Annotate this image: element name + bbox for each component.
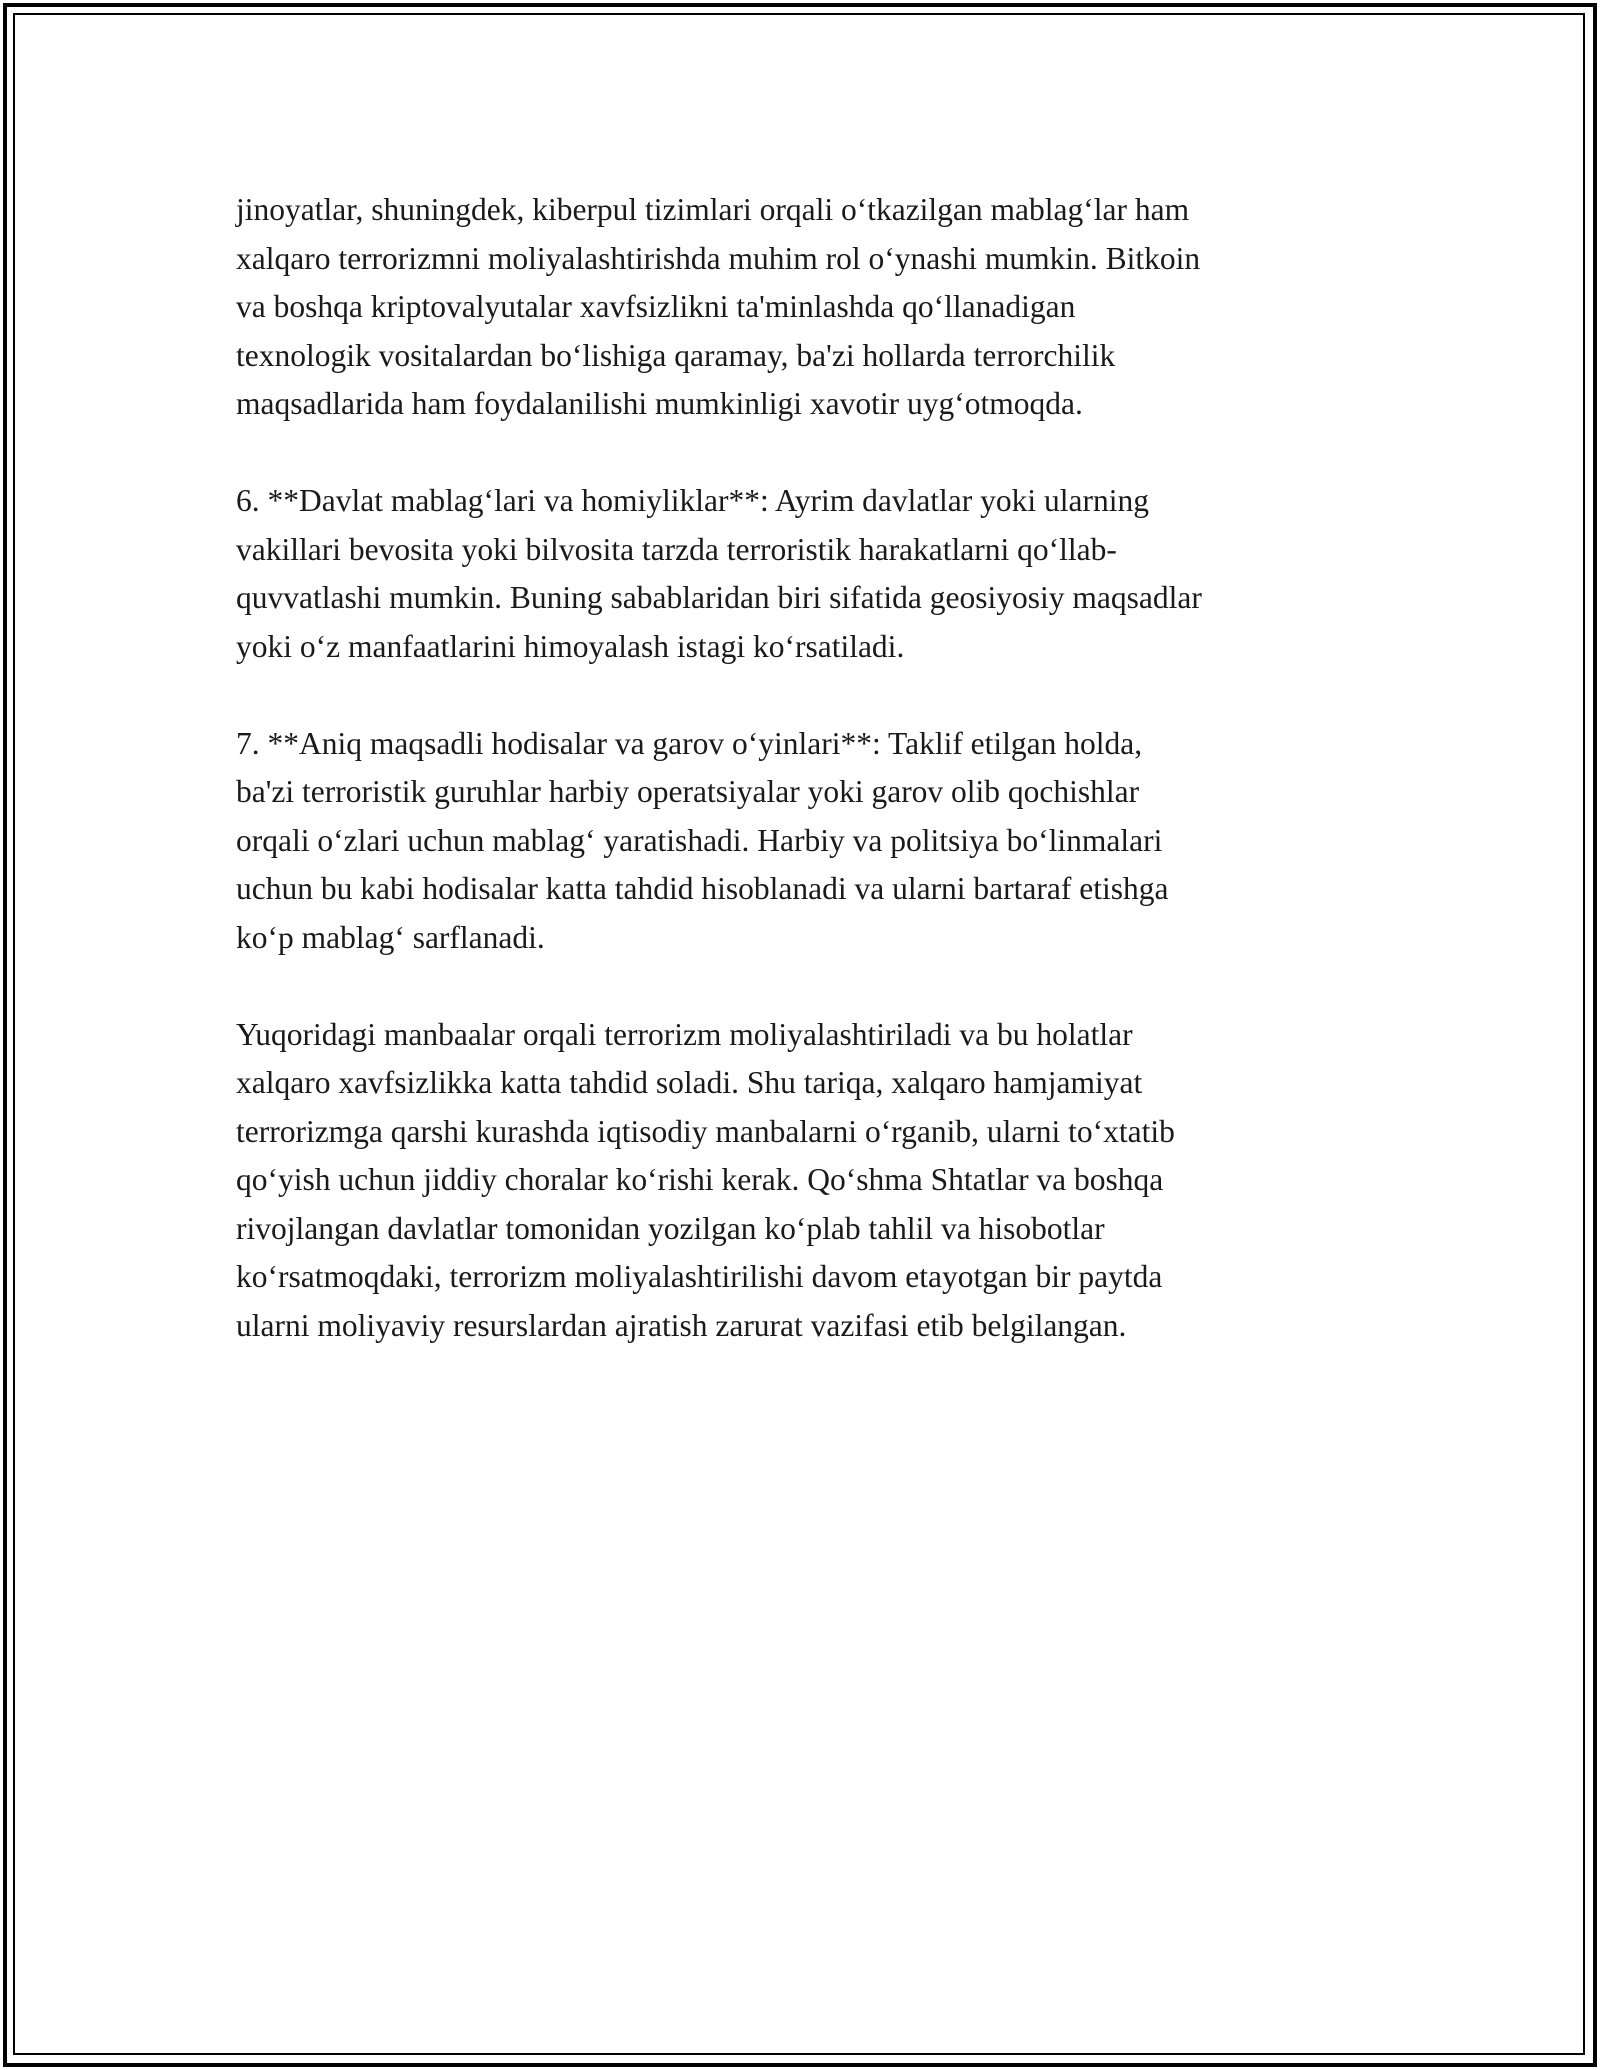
paragraph-4	[236, 1011, 1386, 1351]
paragraph-3	[236, 720, 1386, 963]
text-line: orqali o‘zlari uchun mablag‘ yaratishadi. Harbiy va politsiya bo‘linmalari	[236, 822, 1163, 858]
text-line: xalqaro terrorizmni moliyalashtirishda muhim rol o‘ynashi mumkin. Bitkoin	[236, 240, 1201, 276]
text-line: va boshqa kriptovalyutalar xavfsizlikni ta'minlashda qo‘llanadigan	[236, 289, 1076, 324]
text-line: ularni moliyaviy resurslardan ajratish zarurat vazifasi etib belgilangan.	[236, 1307, 1127, 1343]
paragraph-2	[236, 477, 1386, 671]
document-body	[236, 186, 1386, 1399]
text-line: maqsadlarida ham foydalanilishi mumkinligi xavotir uyg‘otmoqda.	[236, 386, 1083, 421]
text-line: Yuqoridagi manbaalar orqali terrorizm moliyalashtiriladi va bu holatlar	[236, 1016, 1133, 1052]
text-line: ko‘rsatmoqdaki, terrorizm moliyalashtirilishi davom etayotgan bir paytda	[236, 1259, 1163, 1294]
text-line: 7. **Aniq maqsadli hodisalar va garov o‘yinlari**: Taklif etilgan holda,	[236, 725, 1143, 761]
text-line: texnologik vositalardan bo‘lishiga qaramay, ba'zi hollarda terrorchilik	[236, 337, 1116, 373]
text-line: rivojlangan davlatlar tomonidan yozilgan ko‘plab tahlil va hisobotlar	[236, 1210, 1105, 1246]
text-line: qo‘yish uchun jiddiy choralar ko‘rishi kerak. Qo‘shma Shtatlar va boshqa	[236, 1162, 1164, 1197]
text-line: terrorizmga qarshi kurashda iqtisodiy manbalarni o‘rganib, ularni to‘xtatib	[236, 1113, 1175, 1149]
text-line: uchun bu kabi hodisalar katta tahdid hisoblanadi va ularni bartaraf etishga	[236, 871, 1169, 906]
text-line: xalqaro xavfsizlikka katta tahdid soladi. Shu tariqa, xalqaro hamjamiyat	[236, 1065, 1143, 1100]
text-line: ba'zi terroristik guruhlar harbiy operatsiyalar yoki garov olib qochishlar	[236, 774, 1140, 809]
text-line: vakillari bevosita yoki bilvosita tarzda terroristik harakatlarni qo‘llab-	[236, 531, 1117, 567]
text-line: 6. **Davlat mablag‘lari va homiyliklar**: Ayrim davlatlar yoki ularning	[236, 483, 1150, 518]
text-line: ko‘p mablag‘ sarflanadi.	[236, 919, 545, 955]
paragraph-1	[236, 186, 1386, 429]
text-line: quvvatlashi mumkin. Buning sabablaridan biri sifatida geosiyosiy maqsadlar	[236, 580, 1202, 615]
text-line: jinoyatlar, shuningdek, kiberpul tizimlari orqali o‘tkazilgan mablag‘lar ham	[236, 192, 1190, 227]
text-line: yoki o‘z manfaatlarini himoyalash istagi ko‘rsatiladi.	[236, 628, 905, 664]
